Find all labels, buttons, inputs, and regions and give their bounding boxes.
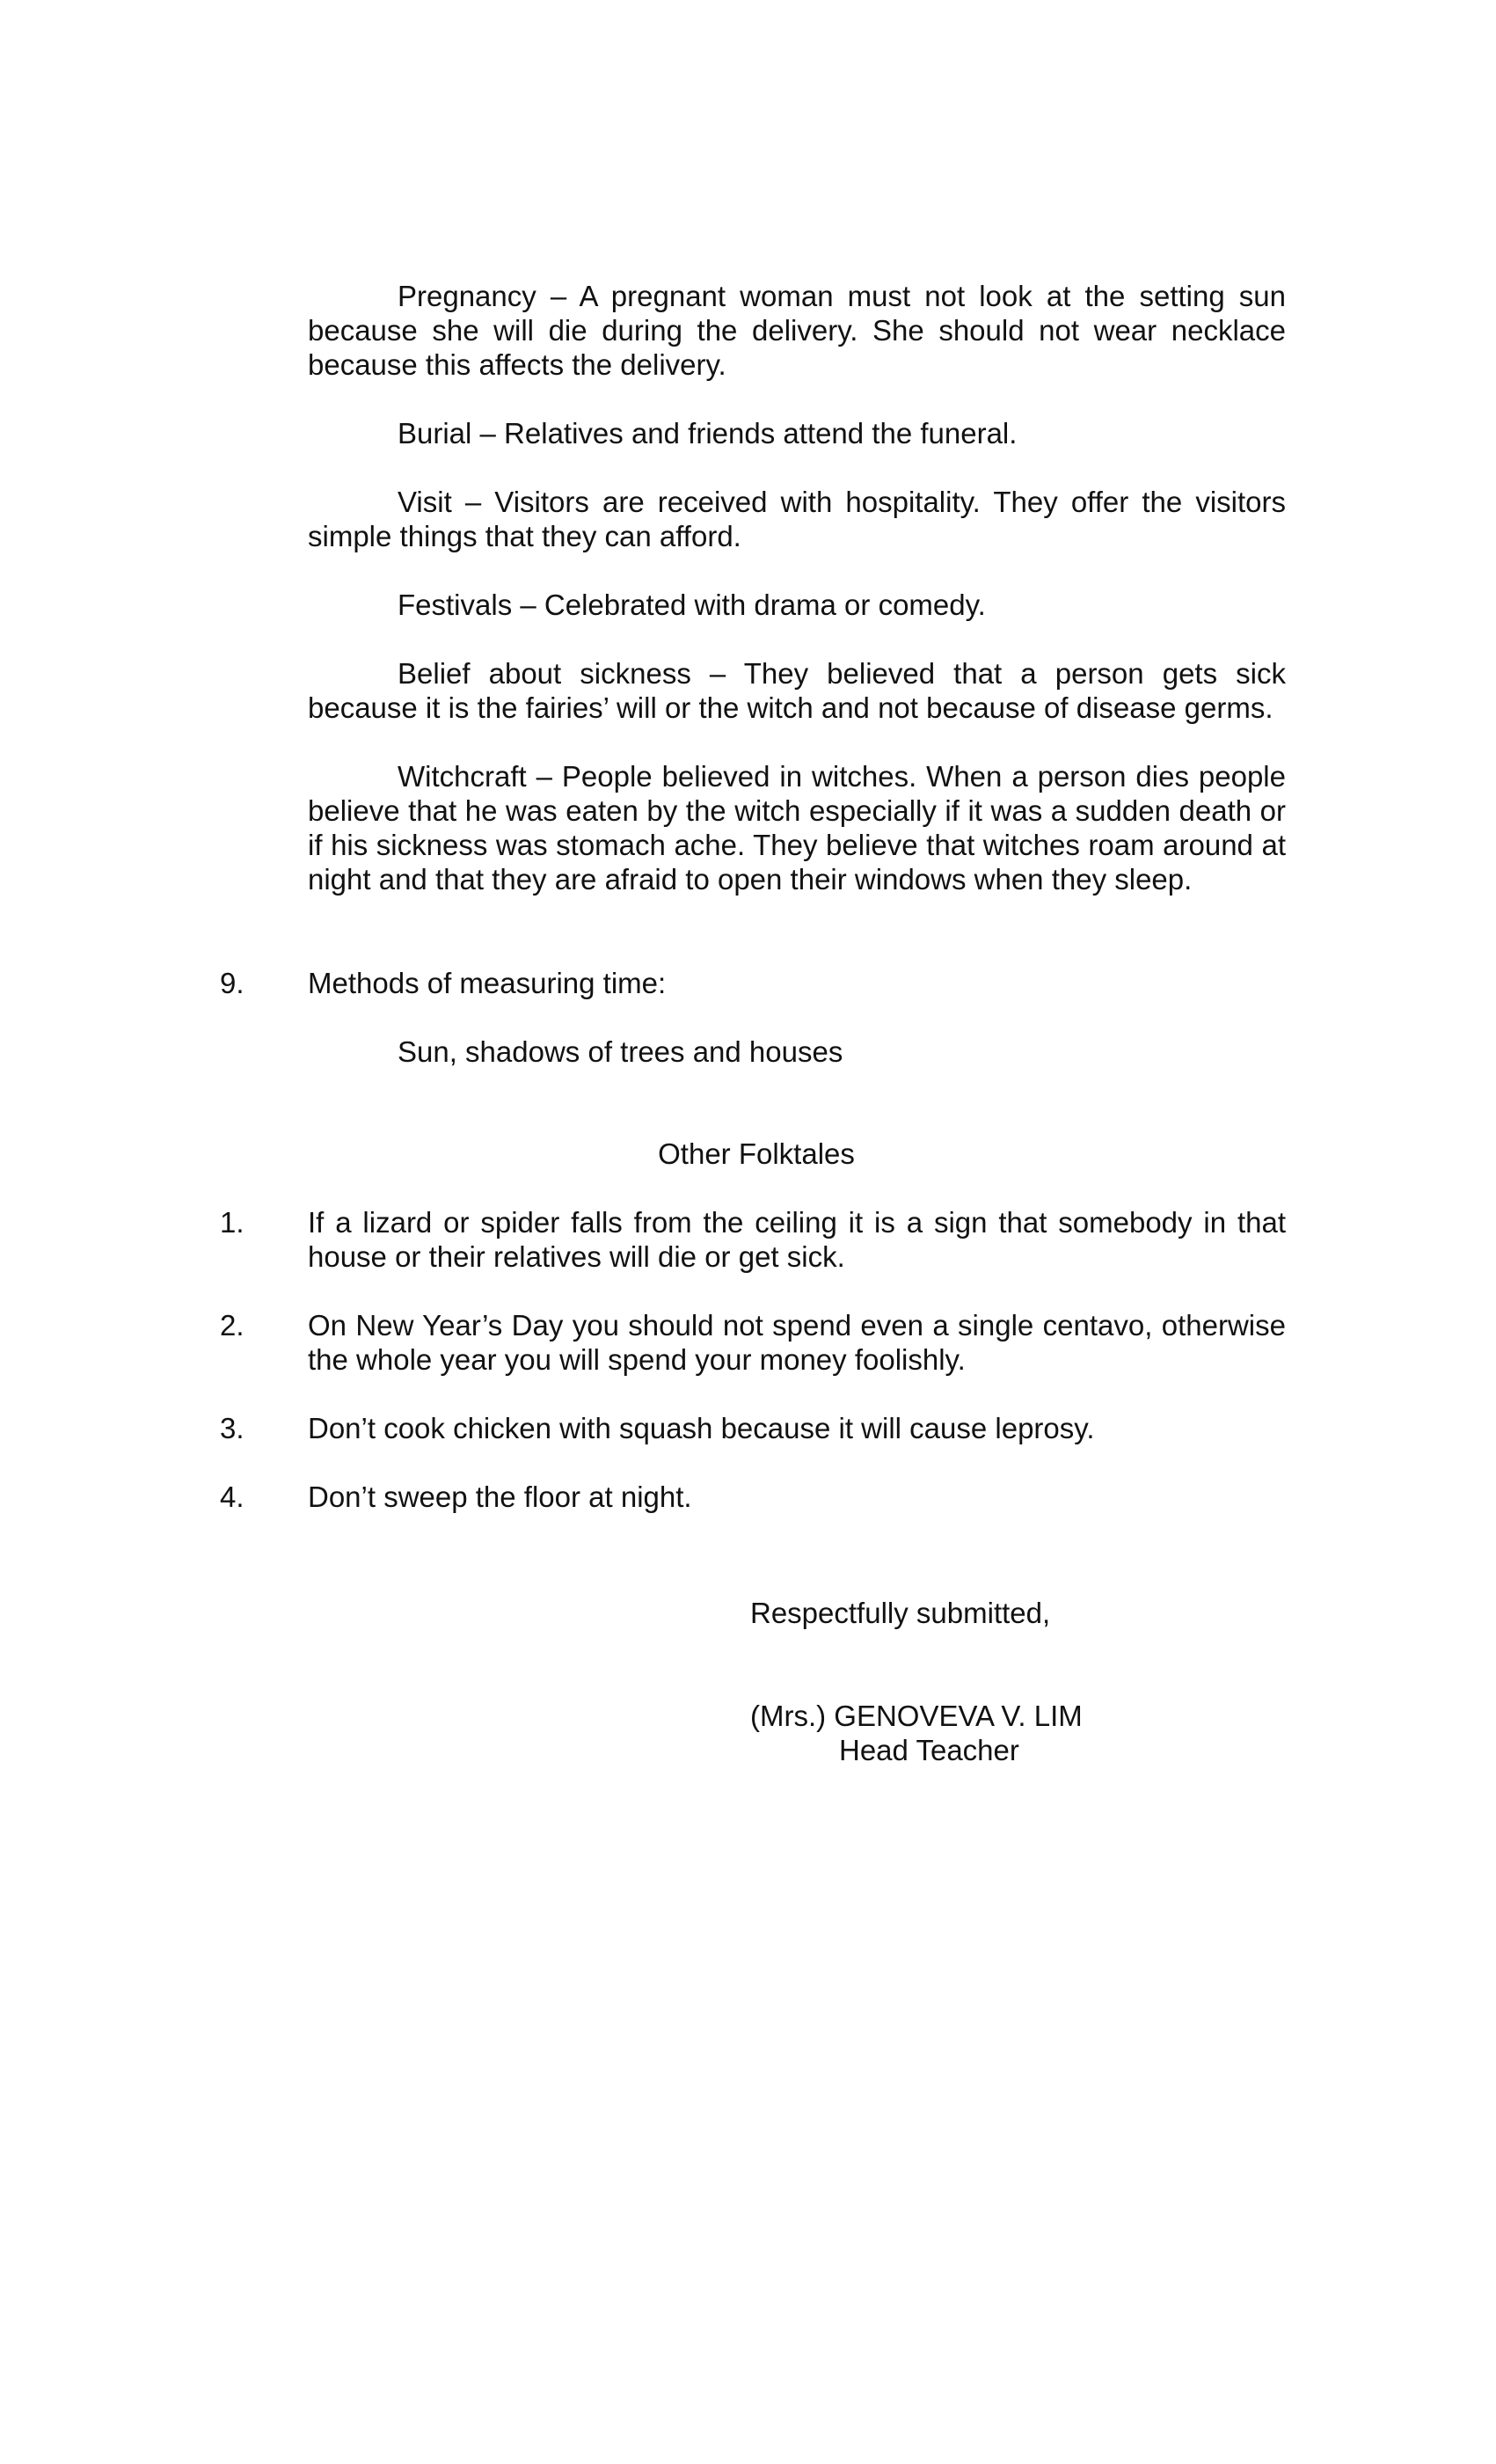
folktale-number: 4. bbox=[220, 1481, 244, 1513]
custom-paragraph-festivals bbox=[308, 588, 1286, 622]
folktale-text: Don’t cook chicken with squash because it will cause leprosy. bbox=[308, 1412, 1095, 1444]
folktales-heading: Other Folktales bbox=[658, 1137, 855, 1170]
section-9-answer: Sun, shadows of trees and houses bbox=[398, 1035, 843, 1068]
signatory-title: Head Teacher bbox=[839, 1734, 1019, 1766]
custom-text: Burial – Relatives and friends attend the funeral. bbox=[398, 417, 1018, 450]
custom-text: Witchcraft – People believed in witches. When a person dies people believe that he was eaten by the witch especially if it was a sudden death or if his sickness was stomach ache. They believe that witches roam around at night and that they are afraid to open their windows when they sleep. bbox=[308, 760, 1286, 896]
folktale-text: Don’t sweep the floor at night. bbox=[308, 1481, 692, 1513]
custom-paragraph-visit bbox=[308, 485, 1286, 553]
section-9-title: Methods of measuring time: bbox=[308, 967, 667, 999]
custom-paragraph-belief-sickness bbox=[308, 656, 1286, 725]
folktale-number: 3. bbox=[220, 1412, 244, 1444]
folktale-number: 2. bbox=[220, 1309, 244, 1342]
custom-text: Festivals – Celebrated with drama or comedy. bbox=[398, 589, 986, 621]
custom-text: Visit – Visitors are received with hospitality. They offer the visitors simple things that they can afford. bbox=[308, 486, 1286, 552]
folktale-text: On New Year’s Day you should not spend even a single centavo, otherwise the whole year you will spend your money foolishly. bbox=[308, 1309, 1286, 1376]
folktale-number: 1. bbox=[220, 1206, 244, 1239]
custom-text: Belief about sickness – They believed that a person gets sick because it is the fairies’ will or the witch and not because of disease germs. bbox=[308, 657, 1286, 724]
custom-paragraph-witchcraft bbox=[308, 759, 1286, 896]
custom-paragraph-pregnancy bbox=[308, 279, 1286, 382]
closing-salutation: Respectfully submitted, bbox=[750, 1597, 1051, 1629]
custom-paragraph-burial bbox=[308, 416, 1286, 450]
signatory-name: (Mrs.) GENOVEVA V. LIM bbox=[750, 1700, 1083, 1732]
section-9-number: 9. bbox=[220, 967, 244, 999]
custom-text: Pregnancy – A pregnant woman must not look at the setting sun because she will die during the delivery. She should not wear necklace because this affects the delivery. bbox=[308, 280, 1286, 381]
folktale-text: If a lizard or spider falls from the ceiling it is a sign that somebody in that house or their relatives will die or get sick. bbox=[308, 1206, 1286, 1273]
